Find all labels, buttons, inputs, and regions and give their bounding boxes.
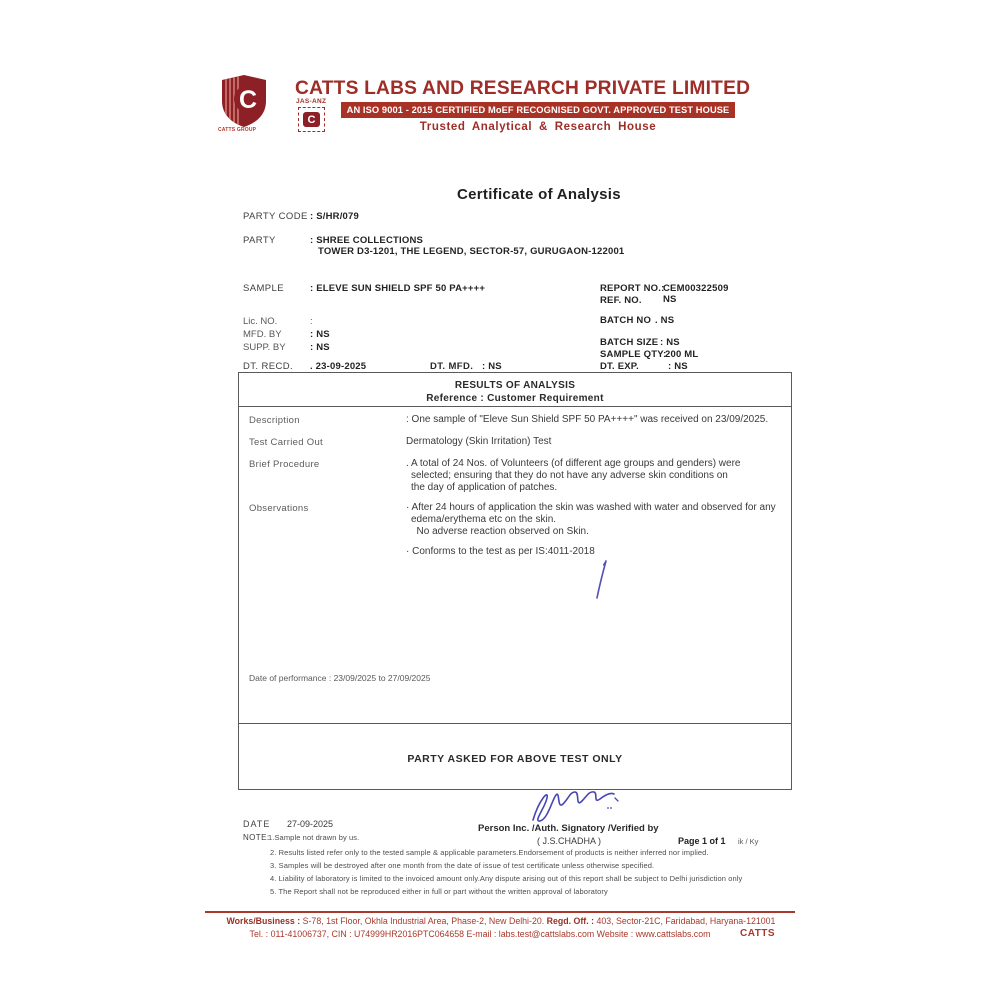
row-label-description: Description <box>249 415 300 426</box>
dt-exp-label: DT. EXP. <box>600 361 639 372</box>
results-reference: Reference : Customer Requirement <box>426 393 604 404</box>
batch-no-label: BATCH NO <box>600 315 652 326</box>
note-item-2: 2. Results listed refer only to the tested sample & applicable parameters.Endorsement of products is neither inferred nor implied. <box>270 848 709 857</box>
row-label-test-carried-out: Test Carried Out <box>249 437 323 448</box>
signatory-name: ( J.S.CHADHA ) <box>537 836 602 846</box>
row-label-observations: Observations <box>249 503 309 514</box>
dt-mfd-value: : NS <box>482 361 502 372</box>
jasanz-label: JAS-ANZ <box>296 98 327 105</box>
dt-exp-value: : NS <box>668 361 688 372</box>
row-label-brief-procedure: Brief Procedure <box>249 459 320 470</box>
mfd-by-value: : NS <box>310 329 330 340</box>
verifier-initials: ik / Ky <box>738 837 759 846</box>
note-item-4: 4. Liability of laboratory is limited to the invoiced amount only.Any dispute arising out of this report shall be subject to Delhi jurisdiction only <box>270 874 743 883</box>
batch-size-value: : NS <box>660 337 680 348</box>
report-no-label: REPORT NO.: <box>600 283 665 294</box>
sample-qty-value: 200 ML <box>665 349 699 360</box>
supp-by-value: : NS <box>310 342 330 353</box>
report-no-value: CEM00322509 <box>663 283 729 294</box>
pen-slash-mark-icon <box>591 558 611 607</box>
logo-caption: CATTS GROUP <box>218 127 257 133</box>
row-text-observations-3: No adverse reaction observed on Skin. <box>411 526 589 537</box>
lic-no-value: : <box>310 316 313 327</box>
row-text-brief-procedure-1: . A total of 24 Nos. of Volunteers (of different age groups and genders) were <box>406 458 741 469</box>
regd-label: Regd. Off. : <box>546 916 595 926</box>
row-text-observations-1: · After 24 hours of application the skin was washed with water and observed for any <box>406 502 776 513</box>
dt-recd-value: . 23-09-2025 <box>310 361 367 372</box>
svg-text:C: C <box>238 86 258 114</box>
footer-contact-line: Tel. : 011-41006737, CIN : U74999HR2016PTC064658 E-mail : labs.test@cattslabs.com Website : www.cattslabs.com <box>249 929 711 939</box>
note-item-5: 5. The Report shall not be reproduced either in full or part without the written approval of laboratory <box>270 887 608 896</box>
results-header-divider <box>239 406 791 407</box>
party-label: PARTY <box>243 235 276 246</box>
footer-address-line <box>210 916 792 926</box>
date-label: DATE <box>243 819 271 829</box>
date-value: 27-09-2025 <box>287 819 334 829</box>
row-text-description: : One sample of "Eleve Sun Shield SPF 50 PA++++" was received on 23/09/2025. <box>406 414 769 425</box>
sample-qty-label: SAMPLE QTY: <box>600 349 667 360</box>
catts-shield-logo-icon <box>220 74 268 133</box>
sample-value: : ELEVE SUN SHIELD SPF 50 PA++++ <box>310 283 486 294</box>
results-heading: RESULTS OF ANALYSIS <box>454 380 576 391</box>
signatory-line: Person Inc. /Auth. Signatory /Verified by <box>478 823 659 834</box>
page-indicator: Page 1 of 1 <box>678 836 726 846</box>
footer-brand: CATTS <box>740 928 776 939</box>
tagline: Trusted Analytical & Research House <box>419 121 657 133</box>
footer-divider <box>205 911 795 913</box>
mfd-by-label: MFD. BY <box>243 329 282 340</box>
lic-no-label: Lic. NO. <box>243 316 278 327</box>
dt-mfd-label: DT. MFD. <box>430 361 474 372</box>
results-box <box>238 372 792 790</box>
row-text-brief-procedure-2: selected; ensuring that they do not have any adverse skin conditions on <box>411 470 728 481</box>
row-text-conforms: · Conforms to the test as per IS:4011-2018 <box>406 546 595 557</box>
works-value: S-78, 1st Floor, Okhla Industrial Area, Phase-2, New Delhi-20. <box>300 916 547 926</box>
date-of-performance: Date of performance : 23/09/2025 to 27/09/2025 <box>249 673 431 683</box>
party-code-value: : S/HR/079 <box>310 211 359 222</box>
note-item-3: 3. Samples will be destroyed after one month from the date of issue of test certificate unless otherwise specified. <box>270 861 655 870</box>
ref-no-label: REF. NO. <box>600 295 642 306</box>
party-name: : SHREE COLLECTIONS <box>310 235 424 246</box>
supp-by-label: SUPP. BY <box>243 342 286 353</box>
results-footer-divider <box>239 723 791 724</box>
party-code-label: PARTY CODE <box>243 211 308 222</box>
party-asked-note: PARTY ASKED FOR ABOVE TEST ONLY <box>407 753 623 765</box>
jasanz-letter: C <box>303 112 320 127</box>
ref-no-value: NS <box>663 294 677 305</box>
company-name: CATTS LABS AND RESEARCH PRIVATE LIMITED <box>295 77 751 99</box>
document-title: Certificate of Analysis <box>457 186 621 203</box>
iso-banner: AN ISO 9001 - 2015 CERTIFIED MoEF RECOGNISED GOVT. APPROVED TEST HOUSE <box>341 102 735 118</box>
note-item-1: 1.Sample not drawn by us. <box>268 833 360 842</box>
batch-size-label: BATCH SIZE <box>600 337 659 348</box>
batch-no-value: . NS <box>655 315 675 326</box>
row-text-test-carried-out: Dermatology (Skin Irritation) Test <box>406 436 552 447</box>
jasanz-mark-icon <box>298 107 325 132</box>
row-text-brief-procedure-3: the day of application of patches. <box>411 482 558 493</box>
row-text-observations-2: edema/erythema etc on the skin. <box>411 514 557 525</box>
regd-value: 403, Sector-21C, Faridabad, Haryana-121001 <box>594 916 776 926</box>
dt-recd-label: DT. RECD. <box>243 361 294 372</box>
works-label: Works/Business : <box>226 916 301 926</box>
sample-label: SAMPLE <box>243 283 284 294</box>
note-label: NOTE: <box>243 833 270 842</box>
party-address: TOWER D3-1201, THE LEGEND, SECTOR-57, GURUGAON-122001 <box>318 246 625 257</box>
